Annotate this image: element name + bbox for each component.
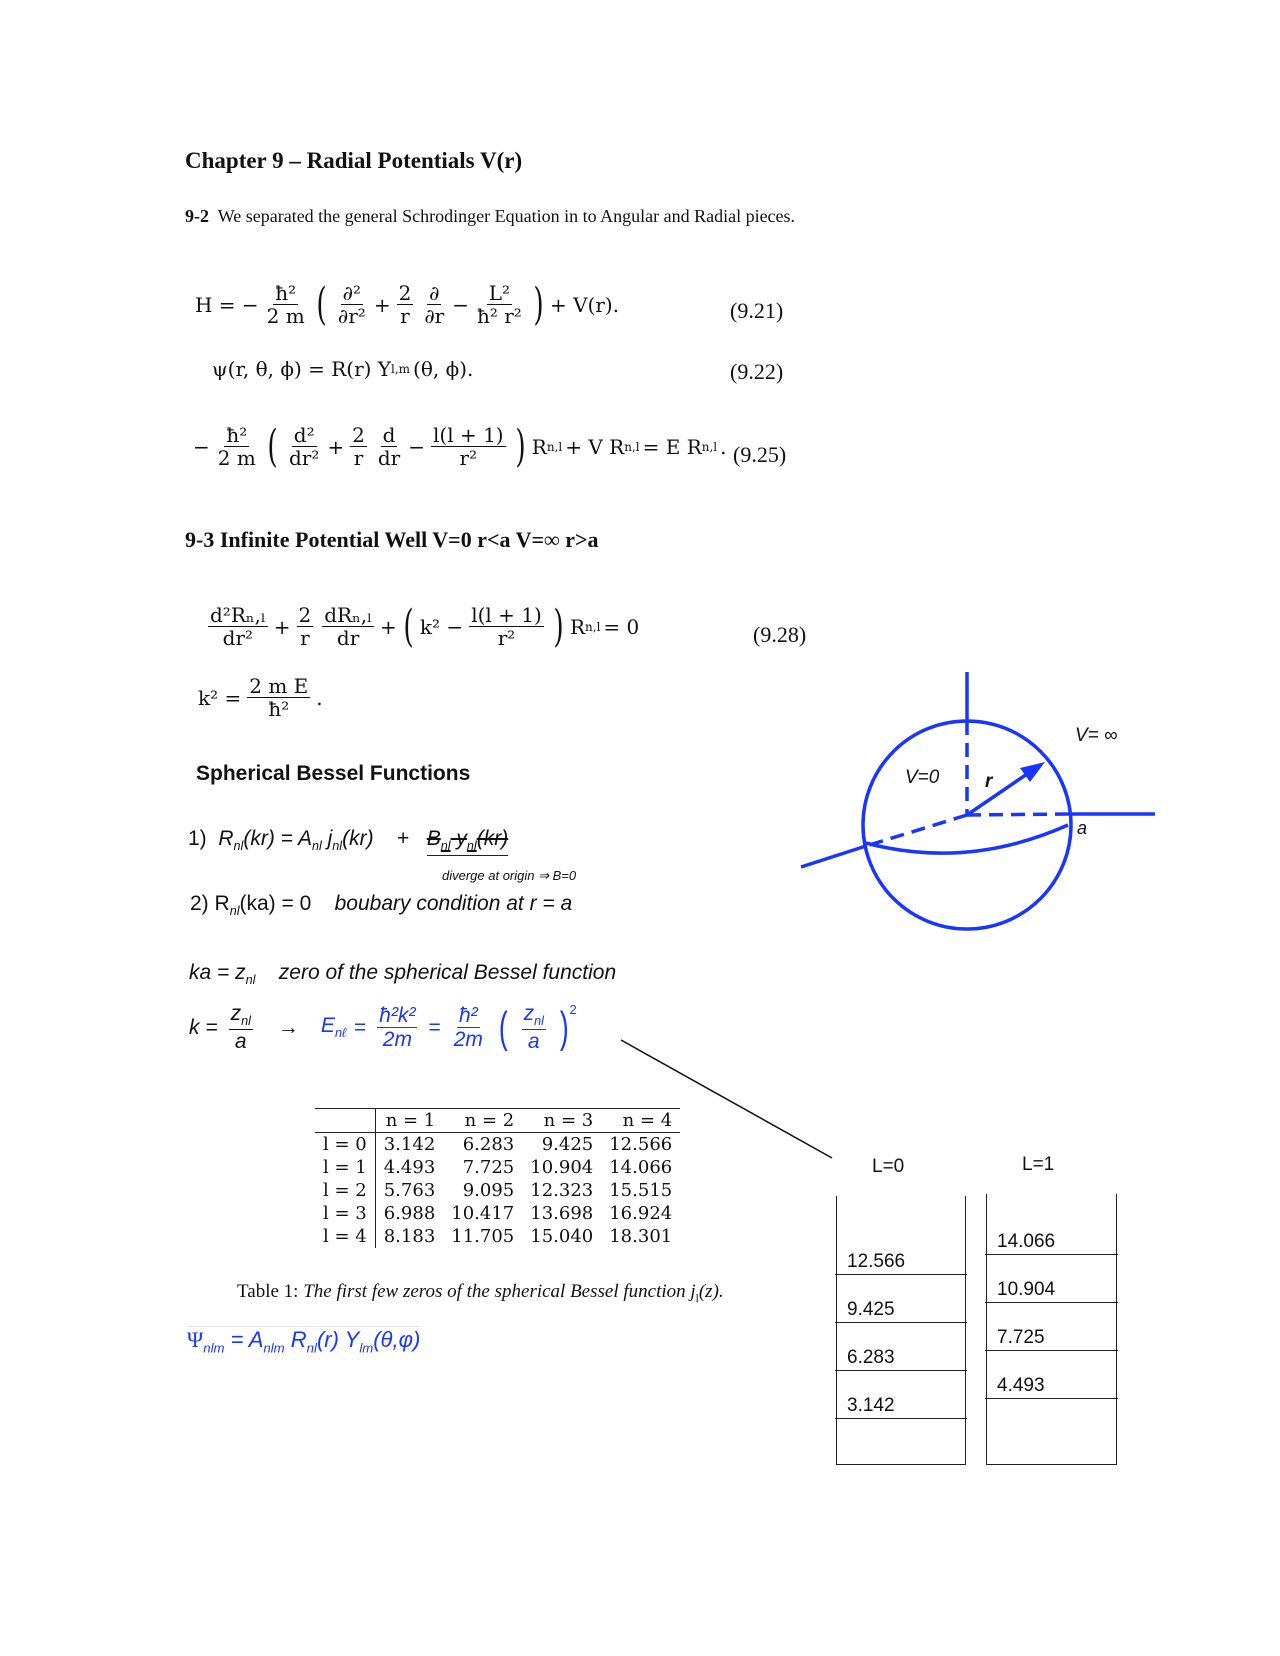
math-text: k² −	[419, 614, 464, 639]
chapter-title: Chapter 9 – Radial Potentials V(r)	[185, 148, 523, 173]
expr: 2) R	[190, 892, 230, 915]
equation-label: (9.28)	[753, 622, 807, 647]
energy-level	[985, 1279, 1118, 1303]
math-text: +	[327, 434, 345, 459]
denominator: ħ²	[268, 697, 290, 721]
expr: j	[321, 827, 333, 850]
energy-level-value: 9.425	[847, 1299, 895, 1320]
expr: k =	[189, 1015, 218, 1039]
math-text: = 0	[603, 614, 640, 639]
denominator: dr	[336, 626, 360, 650]
math-text: = E R	[642, 434, 702, 459]
caption-prefix: Table 1:	[237, 1281, 299, 1302]
subscript: nl	[466, 839, 477, 854]
subscript: nl	[241, 1014, 251, 1029]
table-cell: 15.515	[609, 1180, 673, 1201]
table-cell: 10.904	[530, 1157, 594, 1178]
expr: = A	[224, 1327, 264, 1352]
table-cell: 6.988	[383, 1203, 436, 1224]
expr: R	[284, 1327, 307, 1352]
numerator: L²	[488, 281, 511, 305]
math-text: (θ, ϕ).	[413, 357, 474, 381]
diverge-note: diverge at origin ⇒ B=0	[442, 868, 577, 883]
subscript: nl	[306, 1340, 317, 1356]
v-inside-label: V=0	[905, 767, 940, 788]
table-cell: 12.323	[530, 1180, 594, 1201]
paren: )	[533, 278, 544, 330]
y-axis-dashed	[866, 815, 967, 846]
table-cell: 5.763	[383, 1180, 436, 1201]
denominator: 2 m	[266, 304, 305, 328]
numerator: 2	[352, 423, 365, 447]
expr: (kr)	[342, 827, 374, 850]
denominator: r²	[459, 446, 478, 470]
denominator: r²	[497, 626, 516, 650]
subscript: nℓ	[334, 1026, 347, 1041]
subscript: nl	[233, 839, 244, 854]
numerator: l(l + 1)	[433, 423, 504, 447]
subscript: nlm	[203, 1340, 225, 1356]
denominator: 2 m	[217, 446, 256, 470]
subscript: n,l	[701, 439, 718, 454]
column-header: n = 1	[385, 1110, 436, 1131]
equation-label: (9.21)	[730, 298, 784, 323]
energy-level	[835, 1299, 967, 1323]
boundary-text: boubary condition at r = a	[334, 892, 573, 915]
table-cell: 13.698	[530, 1203, 594, 1224]
math-text: H = −	[195, 292, 259, 317]
math-text: k² =	[198, 685, 242, 710]
row-header: l = 3	[315, 1202, 375, 1225]
subscript: nlm	[263, 1340, 285, 1356]
equals: =	[428, 1015, 441, 1039]
intro-text: We separated the general Schrodinger Equation in to Angular and Radial pieces.	[217, 206, 796, 226]
item-number: 1)	[188, 827, 207, 850]
numerator: ħ²	[226, 423, 248, 447]
numerator: 2	[298, 603, 312, 627]
expr: y	[450, 827, 467, 850]
bessel-heading: Spherical Bessel Functions	[196, 762, 471, 785]
numerator: d	[382, 423, 396, 447]
radius-arrow	[967, 772, 1030, 815]
boundary-label: a	[1077, 818, 1088, 838]
caption-text: (z).	[698, 1281, 724, 1302]
math-text: + V R	[565, 434, 625, 459]
expr: B	[426, 827, 441, 850]
section-9-3-heading: 9-3 Infinite Potential Well V=0 r<a V=∞ r>a	[185, 527, 599, 552]
energy-level-value: 4.493	[997, 1375, 1045, 1396]
denominator: ∂r	[424, 304, 445, 328]
plus: +	[396, 827, 410, 850]
numerator: ħ²	[275, 281, 297, 305]
column-header: n = 2	[464, 1110, 515, 1131]
y-axis	[801, 846, 866, 867]
connector-line	[621, 1040, 832, 1158]
numerator: d²	[293, 423, 315, 447]
math-text: −	[452, 292, 469, 317]
energy-equation: k = $\frac{z_{nl}}{a}$ → $E_{n\ell}$ = $\frac{\text{ħ²k²}}{2m}$ = $\frac{\text{ħ²}}{2m}$ ( $\frac{z_{nl}}{a}$ ) 2	[189, 1002, 577, 1054]
table-cell: 14.066	[609, 1157, 673, 1178]
numerator: dRₙ,ₗ	[324, 603, 372, 627]
expr: E	[320, 1014, 335, 1038]
expr: ka = z	[189, 961, 246, 984]
energy-level	[985, 1231, 1118, 1255]
subscript: lm	[359, 1340, 374, 1356]
subscript: nl	[229, 904, 240, 919]
expr: (kr) = A	[243, 827, 312, 850]
denominator: dr²	[222, 626, 254, 650]
table-cell: 4.493	[383, 1157, 436, 1178]
math-text: R	[569, 614, 586, 639]
energy-level-value: 6.283	[847, 1347, 895, 1368]
v-outside-label: V= ∞	[1075, 725, 1118, 746]
psi-symbol: Ψ	[187, 1327, 204, 1352]
math-text: .	[316, 685, 323, 710]
expr: ħ²k²	[379, 1003, 416, 1027]
denominator: r	[353, 446, 364, 470]
expr: a	[527, 1030, 540, 1054]
arrowhead-icon	[1020, 762, 1045, 782]
paren: )	[553, 600, 564, 652]
energy-level-value: 10.904	[997, 1279, 1056, 1300]
energy-ladder	[986, 1194, 1117, 1465]
energy-level	[835, 1347, 967, 1371]
math-text: + V(r).	[550, 292, 620, 317]
energy-level-value: 14.066	[997, 1231, 1056, 1252]
energy-level	[985, 1327, 1118, 1351]
row-header: l = 2	[315, 1179, 375, 1202]
expr: (θ,φ)	[373, 1327, 421, 1352]
numerator: 2	[398, 281, 412, 305]
math-text: .	[720, 434, 727, 459]
subscript: nl	[440, 839, 451, 854]
math-text: −	[193, 434, 210, 459]
subscript: nl	[332, 839, 343, 854]
denominator: ħ² r²	[476, 304, 522, 328]
table-cell: 10.417	[451, 1203, 515, 1224]
subscript: n,l	[585, 619, 601, 634]
table-cell: 6.283	[462, 1134, 515, 1155]
expr: 2m	[382, 1028, 412, 1052]
equals: =	[354, 1015, 367, 1039]
row-header: l = 4	[315, 1225, 375, 1248]
subscript: nl	[534, 1014, 544, 1029]
numerator: ∂²	[342, 281, 362, 305]
expr: a	[234, 1030, 247, 1054]
column-header: n = 3	[543, 1110, 594, 1131]
equation-label: (9.25)	[733, 442, 787, 467]
denominator: dr	[377, 446, 401, 470]
energy-level	[835, 1395, 967, 1419]
math-text: ψ(r, θ, ϕ) = R(r) Y	[212, 357, 392, 381]
row-header: l = 0	[315, 1133, 375, 1157]
subscript: n,l	[624, 439, 640, 454]
energy-level	[985, 1375, 1118, 1399]
subscript: nl	[245, 973, 256, 988]
denominator: r	[300, 626, 310, 650]
r-symbol: R	[218, 827, 234, 850]
energy-level-value: 12.566	[847, 1251, 906, 1272]
paren: (	[267, 420, 278, 472]
table-cell: 18.301	[609, 1226, 673, 1247]
section-number: 9-2	[185, 206, 209, 226]
energy-level-value: 3.142	[847, 1395, 895, 1416]
expr: 2m	[453, 1028, 483, 1052]
table-cell: 9.425	[541, 1134, 594, 1155]
numerator: 2 m E	[249, 674, 309, 698]
expr: z	[523, 1002, 535, 1025]
denominator: dr²	[288, 446, 320, 470]
equator-ellipse	[866, 825, 1068, 853]
x-axis-dashed	[967, 814, 1070, 815]
equation-label: (9.22)	[730, 359, 784, 384]
denominator: r	[400, 304, 410, 328]
table-cell: 8.183	[383, 1226, 436, 1247]
caption-text: The first few zeros of the spherical Bessel function j	[303, 1281, 696, 1302]
ladder-label: L=0	[872, 1156, 905, 1177]
math-text: +	[273, 614, 291, 639]
table-cell: 11.705	[451, 1226, 515, 1247]
math-text: −	[408, 434, 426, 459]
row-header: l = 1	[315, 1156, 375, 1179]
expr: (kr)	[476, 827, 509, 850]
column-header: n = 4	[622, 1110, 673, 1131]
energy-level-value: 7.725	[997, 1327, 1045, 1348]
expr: z	[230, 1002, 242, 1025]
math-text: R	[531, 434, 547, 459]
table-cell: 16.924	[609, 1203, 673, 1224]
paren: (	[403, 600, 414, 652]
energy-level	[835, 1251, 967, 1275]
table-cell: 7.725	[462, 1157, 515, 1178]
numerator: d²Rₙ,ₗ	[210, 603, 266, 627]
denominator: ∂r²	[337, 304, 366, 328]
table-cell: 9.095	[462, 1180, 515, 1201]
subscript: l	[695, 1292, 699, 1305]
paren: )	[515, 420, 526, 472]
superscript: 2	[569, 1002, 577, 1017]
expr: ħ²	[458, 1003, 478, 1027]
radius-label: r	[985, 771, 993, 792]
ladder-label: L=1	[1022, 1154, 1055, 1175]
numerator: ∂	[429, 281, 440, 305]
energy-ladder	[836, 1196, 966, 1465]
table-cell: 12.566	[609, 1134, 673, 1155]
table-cell: 3.142	[383, 1134, 436, 1155]
zero-text: zero of the spherical Bessel function	[278, 961, 617, 984]
math-text: +	[379, 614, 397, 639]
math-text: +	[373, 292, 391, 317]
subscript: l,m	[391, 362, 411, 376]
numerator: l(l + 1)	[471, 603, 542, 627]
arrow: →	[277, 1015, 299, 1039]
subscript: n,l	[546, 439, 563, 454]
table-cell: 15.040	[530, 1226, 594, 1247]
paren: (	[316, 278, 327, 330]
expr: (ka) = 0	[239, 892, 312, 915]
subscript: nl	[311, 839, 322, 854]
expr: (r) Y	[316, 1327, 360, 1352]
